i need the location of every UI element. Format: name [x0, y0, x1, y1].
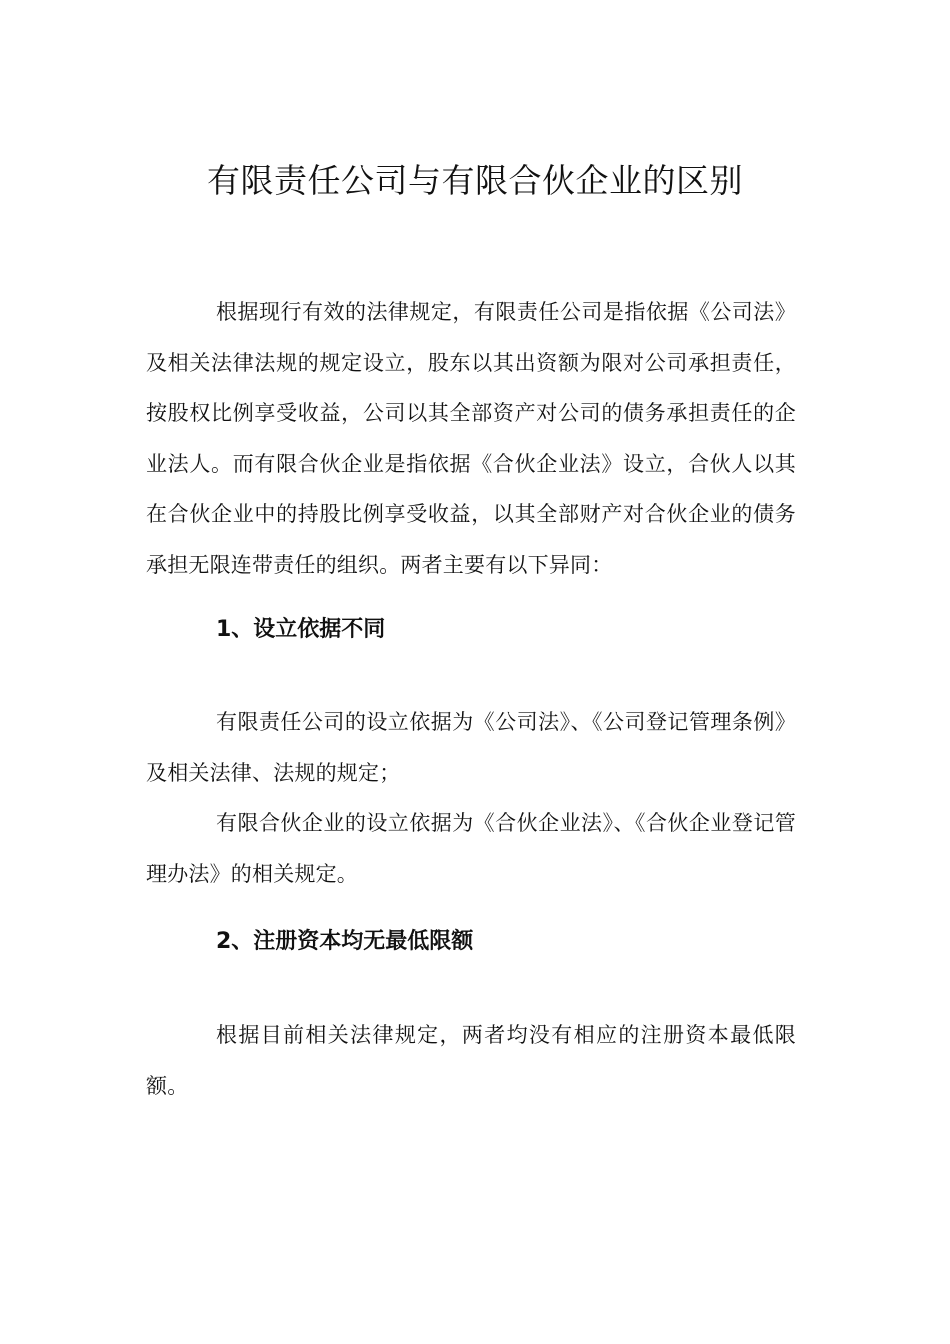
section-1-paragraph-2: 有限合伙企业的设立依据为《合伙企业法》、《合伙企业登记管理办法》的相关规定。: [146, 811, 796, 886]
intro-paragraph: 根据现行有效的法律规定，有限责任公司是指依据《公司法》及相关法律法规的规定设立，股东以其出资额为限对公司承担责任，按股权比例享受收益，公司以其全部资产对公司的债务承担责任的企业法人。而有限合伙企业是指依据《合伙企业法》设立，合伙人以其在合伙企业中的持股比例享受收益，以其全部财产对合伙企业的债务承担无限连带责任的组织。两者主要有以下异同：: [146, 300, 796, 577]
section-2-paragraph-1: 根据目前相关法律规定，两者均没有相应的注册资本最低限额。: [146, 1023, 796, 1098]
document-title: 有限责任公司与有限合伙企业的区别: [207, 161, 743, 200]
section-heading-2: 2、注册资本均无最低限额: [216, 929, 474, 954]
section-1-paragraph-1: 有限责任公司的设立依据为《公司法》、《公司登记管理条例》及相关法律、法规的规定；: [146, 710, 796, 785]
section-heading-1: 1、设立依据不同: [216, 617, 386, 642]
